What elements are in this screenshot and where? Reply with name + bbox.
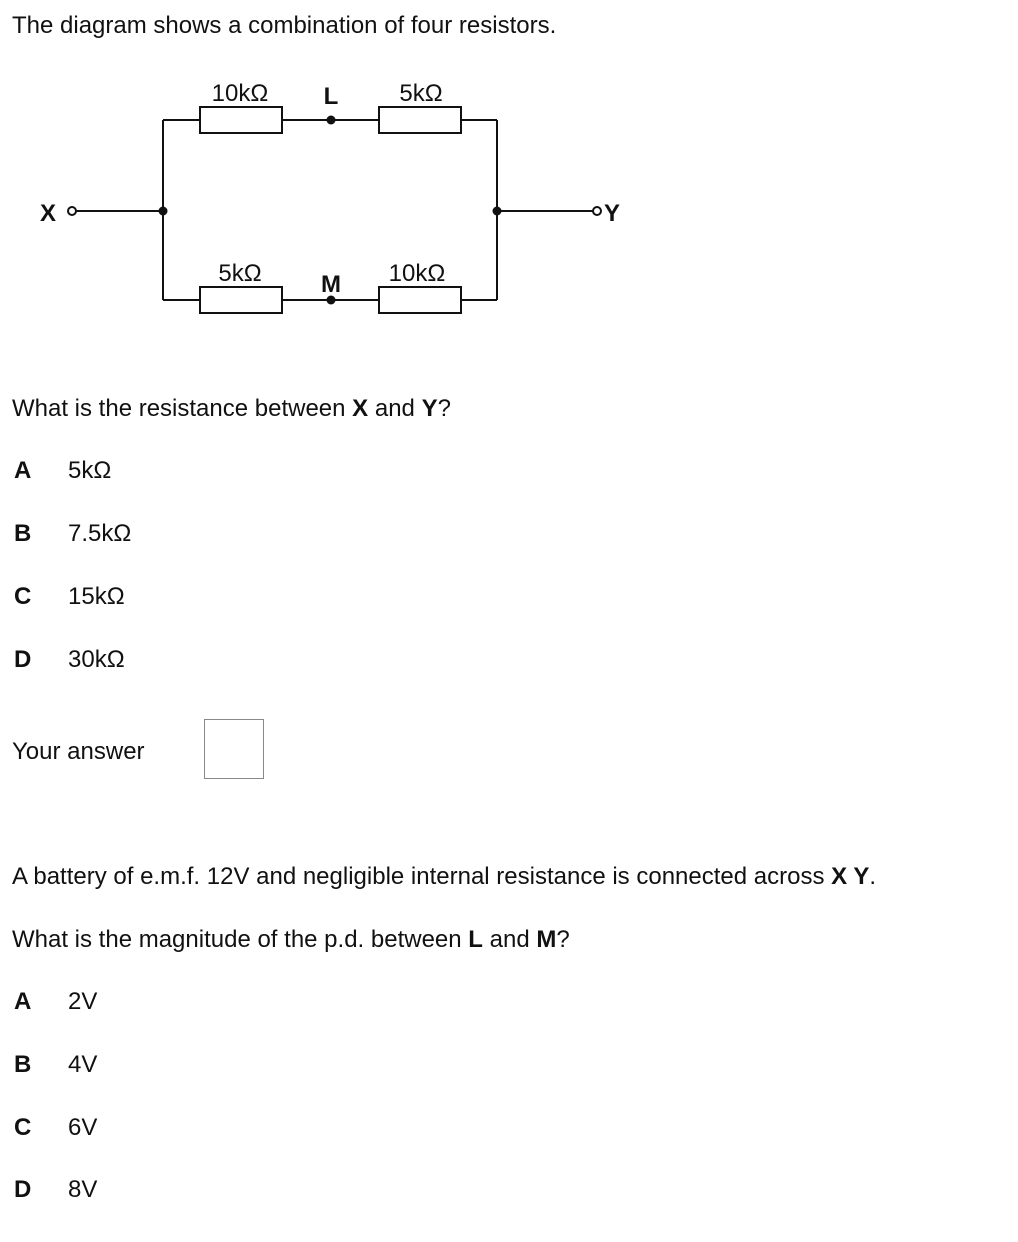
q2-and: and	[482, 926, 537, 953]
r-bottom-right-label: 10kΩ	[388, 260, 446, 287]
intro-text: The diagram shows a combination of four resistors.	[12, 12, 557, 39]
q2-option-d-text: 8V	[68, 1176, 98, 1203]
q1-x: X	[352, 395, 369, 422]
q1-option-a-letter: A	[14, 457, 32, 484]
circuit-diagram	[0, 0, 1018, 360]
q2-option-a-letter: A	[14, 988, 32, 1015]
r-top-right-label: 5kΩ	[399, 80, 443, 107]
q1-option-b-letter: B	[14, 520, 32, 547]
r-top-left-label: 10kΩ	[211, 80, 269, 107]
q2-option-c-text: 6V	[68, 1114, 98, 1141]
junction-right	[493, 207, 502, 216]
q1-option-a-text: 5kΩ	[68, 457, 112, 484]
q2-option-d-letter: D	[14, 1176, 32, 1203]
q1-option-c-letter: C	[14, 583, 32, 610]
terminal-y-circle	[593, 207, 601, 215]
answer-input-box[interactable]	[204, 719, 264, 779]
q2-l: L	[468, 926, 483, 953]
r-bottom-left-label: 5kΩ	[218, 260, 262, 287]
q1-prefix: What is the resistance between	[12, 395, 353, 422]
q2-suffix: ?	[556, 926, 570, 953]
terminal-x-circle	[68, 207, 76, 215]
q1-suffix: ?	[437, 395, 451, 422]
q2-option-c-letter: C	[14, 1114, 32, 1141]
q2-option-b-letter: B	[14, 1051, 32, 1078]
q2-stem-xy: X Y	[831, 863, 870, 890]
resistor-bottom-left	[200, 287, 282, 313]
q2-stem-prefix: A battery of e.m.f. 12V and negligible internal resistance is connected across	[12, 863, 832, 890]
node-m-label: M	[321, 271, 341, 298]
q1-y: Y	[421, 395, 438, 422]
resistor-top-right	[379, 107, 461, 133]
question-2-stem	[12, 863, 876, 891]
terminal-x-label: X	[40, 200, 57, 227]
q1-option-c-text: 15kΩ	[68, 583, 125, 610]
q2-option-a-text: 2V	[68, 988, 98, 1015]
junction-left	[159, 207, 168, 216]
q1-option-d-text: 30kΩ	[68, 646, 125, 673]
q1-and: and	[368, 395, 422, 422]
resistor-bottom-right	[379, 287, 461, 313]
question-2-text	[12, 926, 570, 954]
q2-prefix: What is the magnitude of the p.d. between	[12, 926, 469, 953]
q2-stem-suffix: .	[869, 863, 877, 890]
question-1-text	[12, 395, 451, 423]
your-answer-label: Your answer	[12, 738, 145, 765]
q1-option-b-text: 7.5kΩ	[68, 520, 132, 547]
q2-m: M	[536, 926, 557, 953]
node-l-label: L	[323, 83, 339, 110]
q2-option-b-text: 4V	[68, 1051, 98, 1078]
q1-option-d-letter: D	[14, 646, 32, 673]
node-l-dot	[327, 116, 336, 125]
resistor-top-left	[200, 107, 282, 133]
terminal-y-label: Y	[604, 200, 621, 227]
